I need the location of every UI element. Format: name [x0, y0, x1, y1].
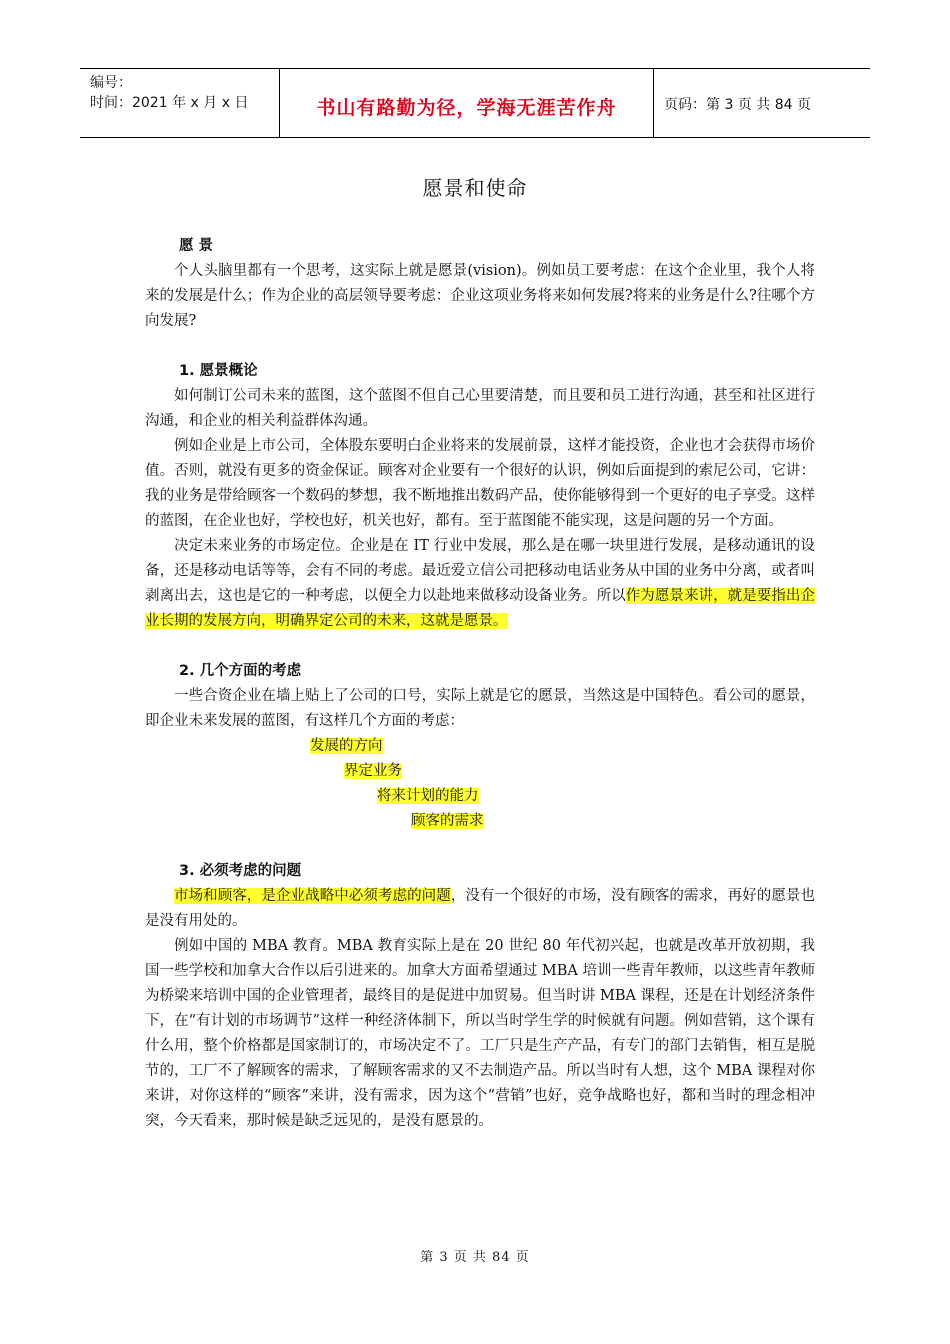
document-number-label: 编号：	[90, 75, 132, 91]
list-item: 将来计划的能力	[377, 788, 479, 804]
paragraph: 例如企业是上市公司，全体股东要明白企业将来的发展前景，这样才能投资，企业也才会获得市场价值。否则，就没有更多的资金保证。顾客对企业要有一个很好的认识，例如后面提到的索尼公司，它讲：我的业务是带给顾客一个数码的梦想，我不断地推出数码产品，使你能够得到一个更好的电子享受。这样的蓝图，在企业也好，学校也好，机关也好，都有。至于蓝图能不能实现，这是问题的另一个方面。	[145, 438, 815, 529]
document-date-label: 时间：2021 年 x 月 x 日	[90, 95, 249, 111]
paragraph: 如何制订公司未来的蓝图，这个蓝图不但自己心里要清楚，而且要和员工进行沟通，甚至和社区进行沟通，和企业的相关利益群体沟通。	[145, 388, 815, 429]
section-heading-vision: 愿 景	[179, 238, 214, 254]
list-item: 发展的方向	[310, 738, 383, 754]
page-title: 愿景和使命	[422, 176, 528, 200]
paragraph	[145, 884, 815, 934]
paragraph: 个人头脑里都有一个思考，这实际上就是愿景(vision)。例如员工要考虑：在这个企业里，我个人将来的发展是什么；作为企业的高层领导要考虑：企业这项业务将来如何发展?将来的业务是什么?往哪个方向发展?	[145, 263, 815, 329]
highlighted-text: 市场和顾客，是企业战略中必须考虑的问题	[174, 888, 451, 904]
highlighted-text: 作为愿景来讲，就是要指出企业长期的发展方向，明确界定公司的未来，这就是愿景。	[145, 588, 816, 629]
section-heading-2: 2. 几个方面的考虑	[179, 663, 302, 679]
paragraph: 一些合资企业在墙上贴上了公司的口号，实际上就是它的愿景，当然这是中国特色。看公司的愿景，即企业未来发展的蓝图，有这样几个方面的考虑：	[145, 688, 815, 729]
section-heading-3: 3. 必须考虑的问题	[179, 863, 302, 879]
header-page-label: 页码：第 3 页 共 84 页	[664, 97, 811, 113]
paragraph-text: ，没有一个很好的市场，没有顾客的需求，再好的愿景也是没有用处的。	[145, 888, 816, 929]
page-footer: 第 3 页 共 84 页	[420, 1250, 530, 1265]
paragraph	[145, 534, 815, 634]
section-heading-1: 1. 愿景概论	[179, 363, 258, 379]
header-motto: 书山有路勤为径，学海无涯苦作舟	[280, 69, 654, 137]
header-meta	[80, 69, 280, 137]
paragraph: 例如中国的 MBA 教育。MBA 教育实际上是在 20 世纪 80 年代初兴起，也就是改革开放初期，我国一些学校和加拿大合作以后引进来的。加拿大方面希望通过 MBA 培训一些青年教师，以这些青年教师为桥梁来培训中国的企业管理者，最终目的是促进中加贸易。但当时讲 MBA 课程，还是在计划经济条件下，在“有计划的市场调节”这样一种经济体制下，所以当时学生学的时候就有问题。例如营销，这个课有什么用，整个价格都是国家制订的，市场决定不了。工厂只是生产产品，有专门的部门去销售，相互是脱节的，工厂不了解顾客的需求，了解顾客需求的又不去制造产品。所以当时有人想，这个 MBA 课程对你来讲，对你这样的“顾客”来讲，没有需求，因为这个“营销”也好，竞争战略也好，都和当时的理念相冲突，今天看来，那时候是缺乏远见的，是没有愿景的。	[145, 938, 815, 1129]
consideration-list	[145, 734, 815, 834]
document-body	[145, 234, 815, 1134]
list-item: 顾客的需求	[411, 813, 484, 829]
paragraph-text: 决定未来业务的市场定位。企业是在 IT 行业中发展，那么是在哪一块里进行发展，是移动通讯的设备，还是移动电话等等，会有不同的考虑。最近爱立信公司把移动电话业务从中国的业务中分离，或者叫剥离出去，这也是它的一种考虑，以便全力以赴地来做移动设备业务。所以	[145, 538, 815, 604]
list-item: 界定业务	[344, 763, 402, 779]
page-header	[80, 68, 870, 138]
